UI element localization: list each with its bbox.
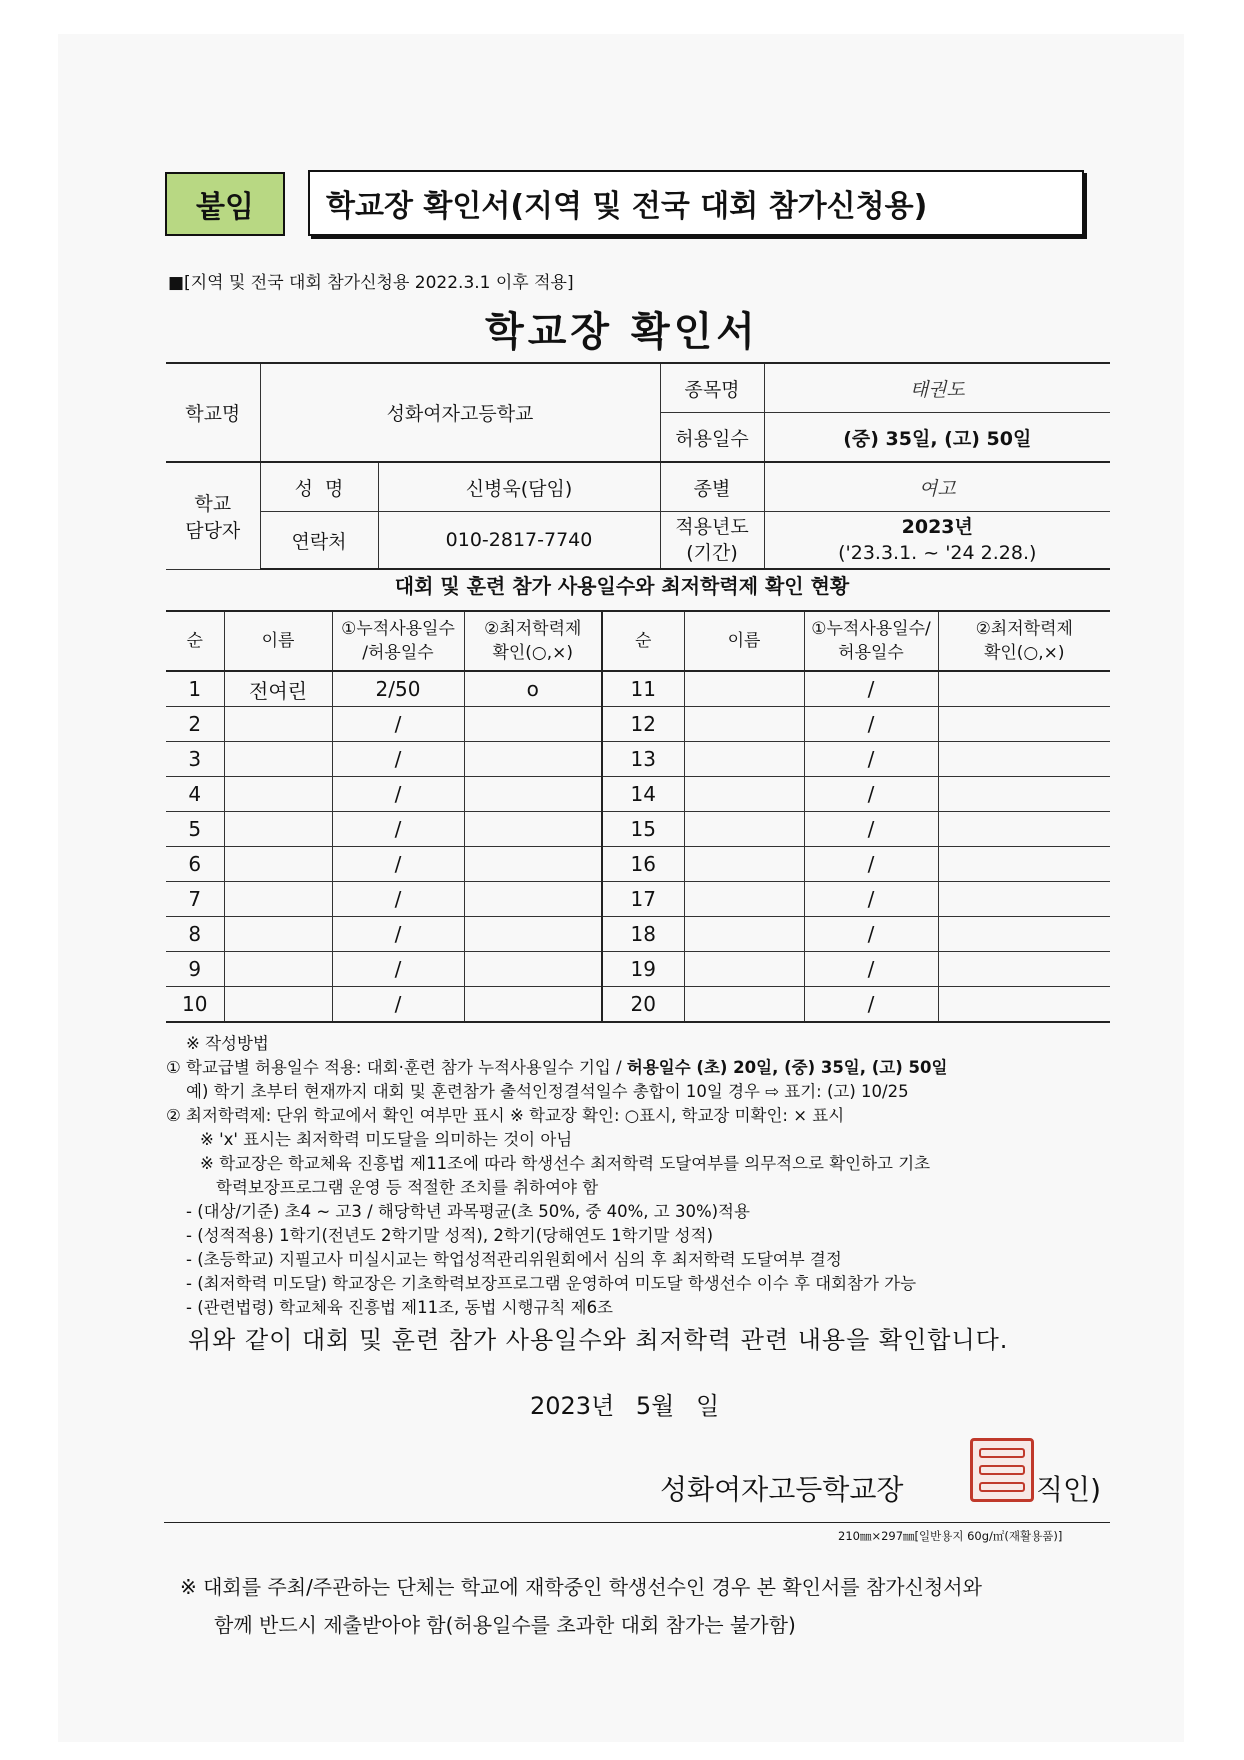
header-check-line2: 확인(○,×) (492, 643, 574, 663)
header-days-line1: ①누적사용일수 (341, 619, 455, 639)
header-days-right-line1: ①누적사용일수/ (811, 619, 931, 639)
cell-left-days: / (332, 917, 464, 952)
table-row (166, 847, 1110, 882)
table-row (166, 742, 1110, 777)
cell-right-days: / (804, 952, 938, 987)
cell-right-no: 12 (602, 707, 684, 742)
period: ('23.3.1. ~ '24 2.28.) (838, 542, 1037, 564)
cell-left-days: / (332, 987, 464, 1023)
cell-right-check (938, 882, 1110, 917)
cell-left-no: 4 (166, 777, 224, 812)
cell-left-no: 9 (166, 952, 224, 987)
manager-name: 신병욱(담임) (378, 462, 660, 512)
header-days-right (804, 611, 938, 671)
section-title: 대회 및 훈련 참가 사용일수와 최저학력제 확인 현황 (394, 574, 850, 598)
category-value: 여고 (764, 462, 1110, 512)
cell-left-check: o (464, 671, 602, 707)
cell-right-check (938, 671, 1110, 707)
info-table (166, 362, 1110, 570)
cell-left-days: / (332, 952, 464, 987)
roster-table (166, 610, 1110, 1023)
cell-right-check (938, 707, 1110, 742)
allowed-days-label: 허용일수 (660, 413, 764, 463)
note-2: ② 최저학력제: 단위 학교에서 확인 여부만 표시 ※ 학교장 확인: ○표시, 학교장 미확인: × 표시 (166, 1106, 845, 1125)
cell-left-name (224, 917, 332, 952)
contact-value: 010-2817-7740 (378, 512, 660, 570)
document-date: 2023년 5월 일 (530, 1392, 720, 1420)
confirmation-statement: 위와 같이 대회 및 훈련 참가 사용일수와 최저학력 관련 내용을 확인합니다. (188, 1326, 1009, 1354)
year-label-line2: (기간) (686, 542, 738, 564)
note-1-text: ① 학교급별 허용일수 적용: 대회·훈련 참가 누적사용일수 기입 / (166, 1058, 627, 1077)
cell-left-check (464, 882, 602, 917)
header-check-right-line1: ②최저학력제 (975, 619, 1073, 639)
notes-title: ※ 작성방법 (186, 1034, 269, 1053)
cell-right-check (938, 812, 1110, 847)
header-no-right: 순 (602, 611, 684, 671)
cell-left-name (224, 882, 332, 917)
cell-left-check (464, 777, 602, 812)
table-row (166, 777, 1110, 812)
table-row (166, 671, 1110, 707)
header-days-right-line2: 허용일수 (838, 643, 904, 663)
attachment-tag: 붙임 (165, 172, 285, 236)
note-1-example: 예) 학기 초부터 현재까지 대회 및 훈련참가 출석인정결석일수 총합이 10일 경우 ⇨ 표기: (고) 10/25 (186, 1082, 909, 1101)
school-name-label: 학교명 (166, 363, 260, 462)
table-row (166, 917, 1110, 952)
cell-left-no: 6 (166, 847, 224, 882)
table-row (166, 882, 1110, 917)
cell-right-name (684, 952, 804, 987)
cell-left-days: / (332, 812, 464, 847)
header-check-right-line2: 확인(○,×) (983, 643, 1065, 663)
cell-right-name (684, 917, 804, 952)
apply-note: ■[지역 및 전국 대회 참가신청용 2022.3.1 이후 적용] (168, 273, 574, 293)
official-seal (970, 1438, 1034, 1502)
cell-right-name (684, 742, 804, 777)
document-title: 학교장 확인서 (485, 309, 759, 355)
detail-3: - (초등학교) 지필고사 미실시교는 학업성적관리위원회에서 심의 후 최저학력 도달여부 결정 (186, 1250, 842, 1269)
cell-right-days: / (804, 777, 938, 812)
cell-right-no: 11 (602, 671, 684, 707)
table-row (166, 707, 1110, 742)
header-days-line2: /허용일수 (362, 643, 434, 663)
cell-right-check (938, 952, 1110, 987)
cell-left-no: 1 (166, 671, 224, 707)
header-no: 순 (166, 611, 224, 671)
seal-line (979, 1482, 1025, 1492)
table-row (166, 952, 1110, 987)
cell-left-name (224, 987, 332, 1023)
note-3: ※ 'x' 표시는 최저학력 미도달을 의미하는 것이 아님 (200, 1130, 573, 1149)
header-check (464, 611, 602, 671)
header-days (332, 611, 464, 671)
cell-left-days: / (332, 742, 464, 777)
detail-4: - (최저학력 미도달) 학교장은 기초학력보장프로그램 운영하여 미도달 학생선수 이수 후 대회참가 가능 (186, 1274, 917, 1293)
cell-left-check (464, 742, 602, 777)
cell-left-days: / (332, 847, 464, 882)
allowed-days-value: (중) 35일, (고) 50일 (764, 413, 1110, 463)
header-check-right (938, 611, 1110, 671)
cell-left-check (464, 812, 602, 847)
note-1 (166, 1056, 1126, 1080)
cell-left-no: 10 (166, 987, 224, 1023)
cell-left-no: 8 (166, 917, 224, 952)
note-4b: 학력보장프로그램 운영 등 적절한 조치를 취하여야 함 (216, 1178, 599, 1197)
seal-line (979, 1448, 1025, 1458)
cell-right-no: 19 (602, 952, 684, 987)
cell-right-name (684, 987, 804, 1023)
note-4a: ※ 학교장은 학교체육 진흥법 제11조에 따라 학생선수 최저학력 도달여부를 의무적으로 확인하고 기초 (200, 1154, 931, 1173)
event-label: 종목명 (660, 363, 764, 413)
cell-right-name (684, 847, 804, 882)
cell-right-check (938, 777, 1110, 812)
cell-left-name (224, 777, 332, 812)
manager-label-line2: 담당자 (185, 519, 241, 542)
category-label: 종별 (660, 462, 764, 512)
detail-5: - (관련법령) 학교체육 진흥법 제11조, 동법 시행규칙 제6조 (186, 1298, 613, 1317)
cell-right-check (938, 917, 1110, 952)
cell-right-days: / (804, 917, 938, 952)
seal-line (979, 1465, 1025, 1475)
footer-notice (180, 1568, 982, 1644)
cell-right-days: / (804, 812, 938, 847)
detail-2: - (성적적용) 1학기(전년도 2학기말 성적), 2학기(당해연도 1학기말 성적) (186, 1226, 714, 1245)
note-1-bold: 허용일수 (초) 20일, (중) 35일, (고) 50일 (626, 1058, 948, 1077)
cell-right-days: / (804, 742, 938, 777)
cell-left-days: / (332, 882, 464, 917)
year-value (764, 512, 1110, 570)
cell-left-no: 5 (166, 812, 224, 847)
cell-left-check (464, 987, 602, 1023)
school-name: 성화여자고등학교 (260, 363, 660, 462)
header-check-line1: ②최저학력제 (484, 619, 582, 639)
header-name: 이름 (224, 611, 332, 671)
table-row (166, 987, 1110, 1023)
cell-left-name (224, 812, 332, 847)
cell-left-name (224, 742, 332, 777)
table-row (166, 812, 1110, 847)
cell-left-name (224, 847, 332, 882)
cell-left-no: 3 (166, 742, 224, 777)
cell-right-days: / (804, 847, 938, 882)
header-title: 학교장 확인서(지역 및 전국 대회 참가신청용) (308, 170, 1084, 236)
footer-line2: 함께 반드시 제출받아야 함(허용일수를 초과한 대회 참가는 불가함) (214, 1613, 796, 1637)
cell-right-no: 17 (602, 882, 684, 917)
divider (164, 1522, 1110, 1523)
cell-right-days: / (804, 707, 938, 742)
cell-left-name: 전여린 (224, 671, 332, 707)
cell-right-no: 18 (602, 917, 684, 952)
cell-right-check (938, 987, 1110, 1023)
cell-left-check (464, 707, 602, 742)
cell-right-no: 13 (602, 742, 684, 777)
cell-right-check (938, 742, 1110, 777)
cell-right-days: / (804, 671, 938, 707)
cell-left-check (464, 917, 602, 952)
cell-right-days: / (804, 987, 938, 1023)
seal-suffix: 직인) (1036, 1473, 1102, 1506)
cell-left-check (464, 847, 602, 882)
detail-1: - (대상/기준) 초4 ~ 고3 / 해당학년 과목평균(초 50%, 중 40%, 고 30%)적용 (186, 1202, 750, 1221)
contact-label: 연락처 (260, 512, 378, 570)
year-label-line1: 적용년도 (675, 516, 749, 538)
writing-instructions (166, 1032, 1126, 1320)
year-label (660, 512, 764, 570)
cell-left-no: 2 (166, 707, 224, 742)
manager-label (166, 462, 260, 569)
cell-left-name (224, 707, 332, 742)
cell-left-name (224, 952, 332, 987)
cell-right-check (938, 847, 1110, 882)
cell-left-days: 2/50 (332, 671, 464, 707)
cell-right-no: 15 (602, 812, 684, 847)
manager-label-line1: 학교 (194, 492, 232, 515)
cell-left-no: 7 (166, 882, 224, 917)
cell-left-days: / (332, 707, 464, 742)
cell-right-no: 16 (602, 847, 684, 882)
cell-right-name (684, 812, 804, 847)
year: 2023년 (901, 516, 973, 538)
cell-right-name (684, 671, 804, 707)
cell-right-name (684, 882, 804, 917)
cell-right-no: 20 (602, 987, 684, 1023)
cell-right-days: / (804, 882, 938, 917)
header-name-right: 이름 (684, 611, 804, 671)
principal-name: 성화여자고등학교장 (660, 1473, 904, 1506)
cell-right-no: 14 (602, 777, 684, 812)
cell-right-name (684, 707, 804, 742)
footer-line1: ※ 대회를 주최/주관하는 단체는 학교에 재학중인 학생선수인 경우 본 확인서를 참가신청서와 (180, 1575, 982, 1599)
paper-spec: 210㎜×297㎜[일반용지 60g/㎡(재활용품)] (838, 1529, 1063, 1543)
event-value: 태권도 (764, 363, 1110, 413)
cell-left-check (464, 952, 602, 987)
name-label: 성 명 (260, 462, 378, 512)
cell-right-name (684, 777, 804, 812)
cell-left-days: / (332, 777, 464, 812)
